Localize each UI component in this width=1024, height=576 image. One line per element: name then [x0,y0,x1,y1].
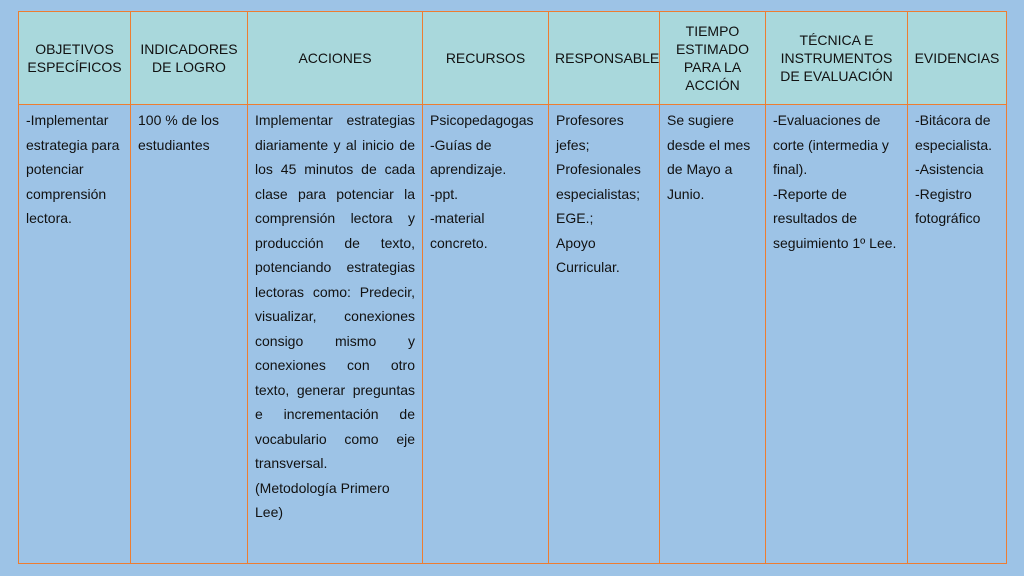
cell-recursos [423,105,549,564]
evidencias-item: -Bitácora de especialista. [915,112,993,153]
responsable-item: EGE.; [556,210,594,226]
header-row [19,12,1007,105]
tecnica-item: -Evaluaciones de corte (intermedia y final). [773,112,889,177]
cell-evidencias [908,105,1007,564]
recursos-item: -ppt. [430,185,459,202]
header-indicadores: INDICADORES DE LOGRO [131,12,248,105]
header-acciones: ACCIONES [248,12,423,105]
cell-responsable [549,105,660,564]
responsable-item: Profesores jefes; [556,112,624,153]
cell-indicadores: 100 % de los estudiantes [131,105,248,564]
responsable-item: Apoyo Curricular. [556,234,620,275]
header-tiempo: TIEMPO ESTIMADO PARA LA ACCIÓN [660,12,766,105]
recursos-item: Psicopedagogas [430,112,534,128]
header-evidencias: EVIDENCIAS [908,12,1007,105]
header-responsable: RESPONSABLE [549,12,660,105]
recursos-item: -Guías de aprendizaje. [430,136,507,177]
evidencias-item: -Asistencia [915,161,984,177]
cell-tiempo: Se sugiere desde el mes de Mayo a Junio. [660,105,766,564]
cell-objetivos: -Implementar estrategia para potenciar comprensión lectora. [19,105,131,564]
acciones-nota: (Metodología Primero Lee) [255,479,390,520]
cell-acciones [248,105,423,564]
header-objetivos: OBJETIVOS ESPECÍFICOS [19,12,131,105]
evidencias-item: -Registro fotográfico [915,185,981,226]
header-tecnica: TÉCNICA E INSTRUMENTOS DE EVALUACIÓN [766,12,908,105]
acciones-text: Implementar estrategias diariamente y al inicio de los 45 minutos de cada clase para potenciar la comprensión lectora y producción de texto, potenciando estrategias lectoras como: Predecir, visualizar, conexiones consigo mismo y conexiones con otro texto, generar preguntas e incrementación de vocabulario como eje transversal. [255,112,415,471]
table-row [19,105,1007,564]
action-plan-table [18,11,1007,564]
responsable-item: Profesionales especialistas; [556,161,641,202]
tecnica-item: -Reporte de resultados de seguimiento 1º Lee. [773,185,897,251]
header-recursos: RECURSOS [423,12,549,105]
cell-tecnica [766,105,908,564]
recursos-item: -material concreto. [430,210,488,251]
